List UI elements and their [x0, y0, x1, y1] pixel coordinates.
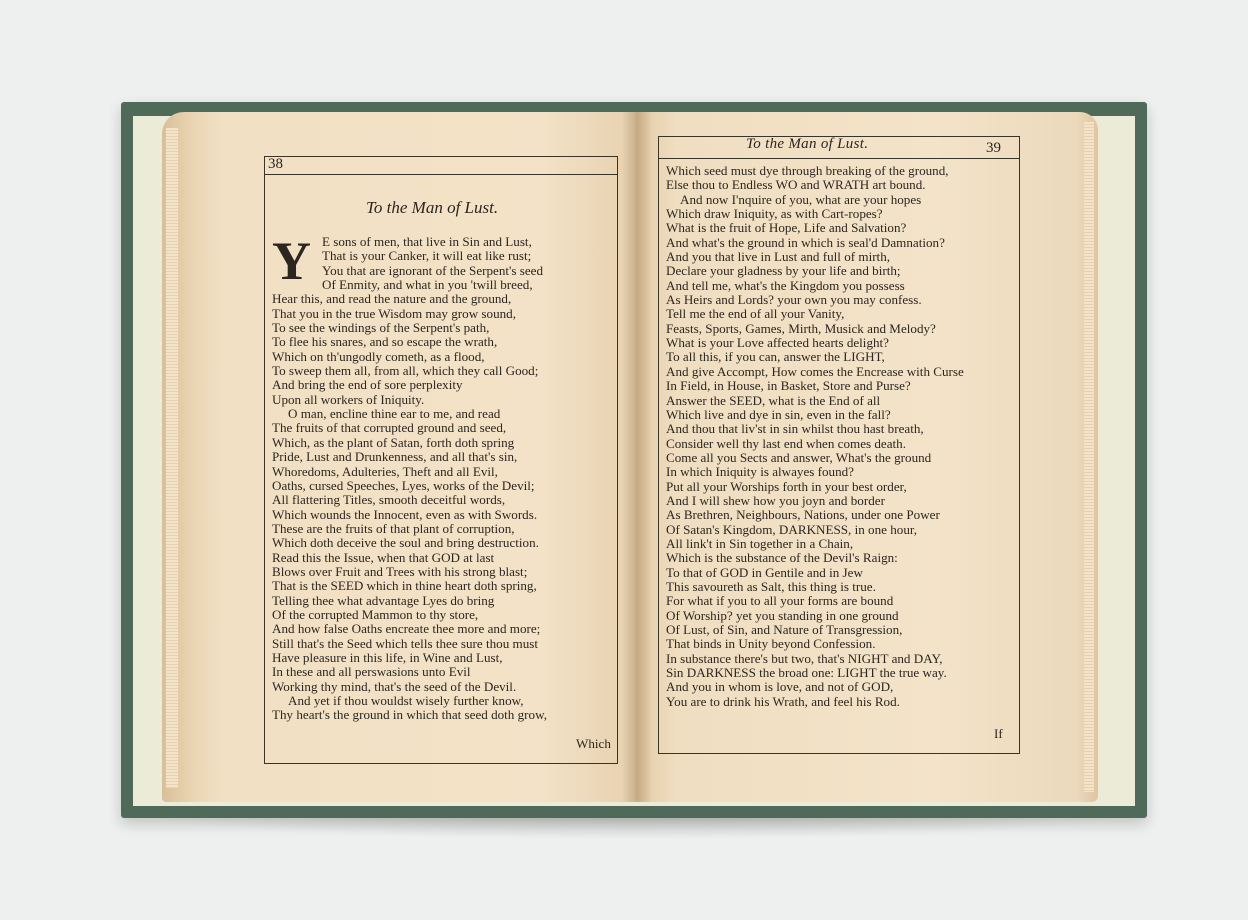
right-poem-text — [666, 164, 964, 709]
poem-line: These are the fruits of that plant of corruption, — [272, 520, 515, 536]
poem-line: Which is the substance of the Devil's Raign: — [666, 550, 898, 566]
poem-line: Declare your gladness by your life and birth; — [666, 263, 901, 279]
poem-line: You are to drink his Wrath, and feel his Rod. — [666, 693, 900, 709]
poem-line: Sin DARKNESS the broad one: LIGHT the true way. — [666, 665, 947, 681]
right-header-rule — [658, 158, 1020, 159]
poem-line: Consider well thy last end when comes death. — [666, 435, 906, 451]
poem-line: That is the SEED which in thine heart doth spring, — [272, 578, 537, 594]
poem-title: To the Man of Lust. — [366, 198, 499, 217]
poem-line: The fruits of that corrupted ground and seed, — [272, 420, 507, 436]
poem-line: To flee his snares, and so escape the wrath, — [272, 334, 498, 350]
poem-line: That is your Canker, it will eat like rust; — [322, 248, 532, 264]
poem-line: In these and all perswasions unto Evil — [272, 664, 471, 680]
running-head: To the Man of Lust. — [746, 136, 869, 152]
poem-line: Whoredoms, Adulteries, Theft and all Evil, — [272, 463, 498, 479]
left-poem-text — [272, 231, 547, 723]
poem-line: Have pleasure in this life, in Wine and Lust, — [272, 649, 503, 665]
poem-line: Answer the SEED, what is the End of all — [666, 392, 881, 408]
poem-line: Else thou to Endless WO and WRATH art bound. — [666, 177, 926, 193]
poem-line: And give Accompt, How comes the Encrease with Curse — [666, 363, 964, 379]
poem-line: In Field, in House, in Basket, Store and Purse? — [666, 378, 911, 394]
poem-line: All flattering Titles, smooth deceitful words, — [272, 492, 506, 508]
poem-line: Working thy mind, that's the seed of the Devil. — [272, 678, 517, 694]
poem-line: This savoureth as Salt, this thing is true. — [666, 578, 876, 594]
poem-line: Hear this, and read the nature and the ground, — [272, 291, 512, 307]
poem-line: Of Enmity, and what in you 'twill breed, — [322, 277, 533, 293]
poem-line: That binds in Unity beyond Confession. — [666, 636, 876, 652]
poem-line: To that of GOD in Gentile and in Jew — [666, 564, 863, 580]
poem-line: Of the corrupted Mammon to thy store, — [272, 606, 479, 622]
right-page-edge — [1084, 122, 1094, 792]
right-page — [636, 112, 1098, 802]
poem-line: To see the windings of the Serpent's path, — [272, 320, 490, 336]
poem-line: And now I'nquire of you, what are your hopes — [680, 191, 922, 207]
poem-line: Which draw Iniquity, as with Cart-ropes? — [666, 206, 883, 222]
poem-line: E sons of men, that live in Sin and Lust, — [322, 234, 532, 249]
poem-line: Of Worship? yet you standing in one ground — [666, 607, 899, 623]
poem-line: Pride, Lust and Drunkenness, and all that's sin, — [272, 449, 518, 465]
poem-line: Which wounds the Innocent, even as with Swords. — [272, 506, 538, 522]
poem-line: Of Lust, of Sin, and Nature of Transgression, — [666, 622, 903, 637]
poem-line: And what's the ground in which is seal'd Damnation? — [666, 234, 945, 250]
poem-line: Which seed must dye through breaking of the ground, — [666, 163, 949, 178]
gutter-shadow — [622, 112, 652, 802]
poem-line: Tell me the end of all your Vanity, — [666, 306, 845, 322]
poem-line: You that are ignorant of the Serpent's seed — [322, 262, 544, 278]
poem-line: And bring the end of sore perplexity — [272, 377, 463, 393]
left-page — [162, 112, 640, 802]
poem-line: Still that's the Seed which tells thee sure thou must — [272, 635, 539, 651]
poem-line: Thy heart's the ground in which that seed doth grow, — [272, 707, 547, 723]
poem-line: And how false Oaths encreate thee more and more; — [272, 621, 541, 637]
poem-line: As Brethren, Neighbours, Nations, under one Power — [666, 507, 940, 523]
poem-line: Which live and dye in sin, even in the fall? — [666, 406, 891, 422]
poem-line: And tell me, what's the Kingdom you possess — [666, 277, 905, 293]
poem-line: Which doth deceive the soul and bring destruction. — [272, 535, 539, 551]
poem-line: That you in the true Wisdom may grow sound, — [272, 305, 516, 321]
catchword: Which — [576, 736, 611, 751]
poem-line: In which Iniquity is alwayes found? — [666, 464, 854, 480]
poem-line: All link't in Sin together in a Chain, — [666, 535, 854, 551]
catchword: If — [994, 726, 1003, 741]
poem-line: What is your Love affected hearts delight? — [666, 335, 889, 351]
poem-line: Telling thee what advantage Lyes do bring — [272, 592, 495, 608]
poem-line: For what if you to all your forms are bound — [666, 593, 894, 609]
poem-line: As Heirs and Lords? your own you may confess. — [666, 292, 922, 308]
poem-line: And you that live in Lust and full of mirth, — [666, 249, 891, 265]
poem-line: And yet if thou wouldst wisely further know, — [288, 693, 524, 708]
poem-line: In substance there's but two, that's NIGHT and DAY, — [666, 650, 943, 666]
left-page-edge — [166, 128, 178, 788]
poem-line: Come all you Sects and answer, What's the ground — [666, 449, 932, 465]
poem-line: And I will shew how you joyn and border — [666, 492, 885, 508]
page-number: 38 — [268, 156, 283, 172]
poem-line: Blows over Fruit and Trees with his strong blast; — [272, 563, 528, 579]
poem-line: And thou that liv'st in sin whilst thou hast breath, — [666, 421, 924, 437]
poem-line: And you in whom is love, and not of GOD, — [666, 679, 894, 695]
poem-line: Oaths, cursed Speeches, Lyes, works of the Devil; — [272, 477, 535, 493]
poem-line: Which on th'ungodly cometh, as a flood, — [272, 348, 485, 364]
poem-line: To all this, if you can, answer the LIGHT, — [666, 349, 885, 365]
poem-line: What is the fruit of Hope, Life and Salvation? — [666, 220, 907, 236]
page-number: 39 — [986, 140, 1001, 156]
poem-line: Upon all workers of Iniquity. — [272, 391, 425, 407]
poem-line: To sweep them all, from all, which they call Good; — [272, 363, 539, 379]
left-header-rule — [264, 174, 618, 175]
poem-line: Feasts, Sports, Games, Mirth, Musick and Melody? — [666, 320, 936, 336]
poem-line: Read this the Issue, when that GOD at last — [272, 549, 495, 565]
drop-cap: Y — [272, 231, 311, 291]
poem-line: O man, encline thine ear to me, and read — [288, 406, 501, 422]
poem-line: Of Satan's Kingdom, DARKNESS, in one hour, — [666, 521, 917, 537]
poem-line: Which, as the plant of Satan, forth doth spring — [272, 434, 515, 450]
poem-line: Put all your Worships forth in your best order, — [666, 478, 907, 494]
